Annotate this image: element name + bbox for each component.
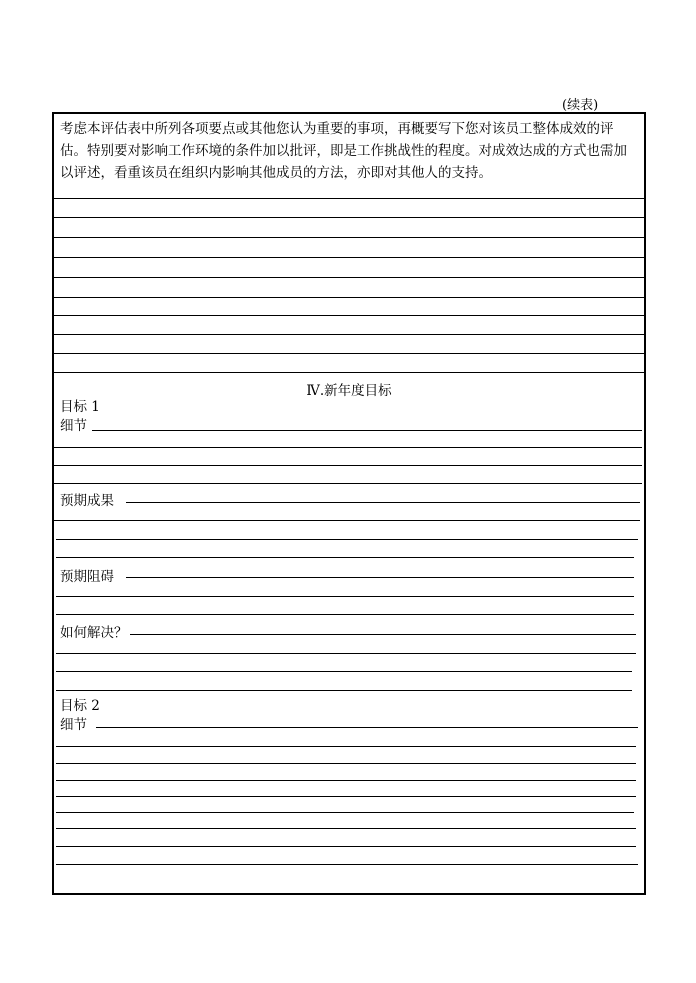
writing-line[interactable] (54, 297, 646, 298)
goal1-solution-label: 如何解决？ (60, 625, 128, 641)
goal1-solution-line[interactable] (130, 634, 636, 635)
writing-line[interactable] (54, 198, 646, 199)
writing-line[interactable] (56, 671, 632, 672)
writing-line[interactable] (56, 596, 634, 597)
continued-label: (续表) (562, 98, 599, 113)
writing-line[interactable] (56, 780, 636, 781)
writing-line[interactable] (54, 353, 646, 354)
goal2-details-line[interactable] (96, 727, 638, 728)
writing-line[interactable] (56, 557, 634, 558)
writing-line[interactable] (56, 763, 636, 764)
writing-line[interactable] (54, 465, 642, 466)
writing-line[interactable] (56, 864, 638, 865)
writing-line[interactable] (56, 614, 634, 615)
writing-line[interactable] (54, 334, 646, 335)
writing-line[interactable] (56, 653, 636, 654)
goal1-heading: 目标 1 (60, 399, 100, 415)
writing-line[interactable] (56, 539, 638, 540)
goal1-details-line[interactable] (92, 430, 642, 431)
writing-line[interactable] (56, 846, 636, 847)
writing-line[interactable] (56, 828, 636, 829)
goal1-expected-result-line[interactable] (126, 502, 640, 503)
goal2-heading: 目标 2 (60, 698, 100, 714)
goal1-details-label: 细节 (60, 418, 87, 434)
writing-line[interactable] (54, 447, 642, 448)
goal1-expected-obstacle-line[interactable] (126, 577, 634, 578)
writing-line[interactable] (56, 812, 634, 813)
writing-line[interactable] (54, 277, 646, 278)
goal1-expected-result-label: 预期成果 (60, 493, 114, 509)
section-title: Ⅳ.新年度目标 (306, 383, 392, 399)
writing-line[interactable] (54, 237, 646, 238)
writing-line[interactable] (56, 746, 636, 747)
section-divider (54, 372, 644, 373)
goal2-details-label: 细节 (60, 717, 87, 733)
goal1-expected-obstacle-label: 预期阻碍 (60, 569, 114, 585)
evaluation-instructions: 考虑本评估表中所列各项要点或其他您认为重要的事项，再概要写下您对该员工整体成效的评估。特别要对影响工作环境的条件加以批评，即是工作挑战性的程度。对成效达成的方式也需加以评述，看重该员在组织内影响其他成员的方法，亦即对其他人的支持。 (60, 121, 627, 181)
writing-line[interactable] (56, 690, 632, 691)
writing-line[interactable] (54, 217, 646, 218)
writing-line[interactable] (54, 520, 640, 521)
writing-line[interactable] (54, 315, 646, 316)
evaluation-form (52, 112, 646, 895)
writing-line[interactable] (54, 483, 642, 484)
writing-line[interactable] (54, 257, 646, 258)
writing-line[interactable] (56, 796, 636, 797)
